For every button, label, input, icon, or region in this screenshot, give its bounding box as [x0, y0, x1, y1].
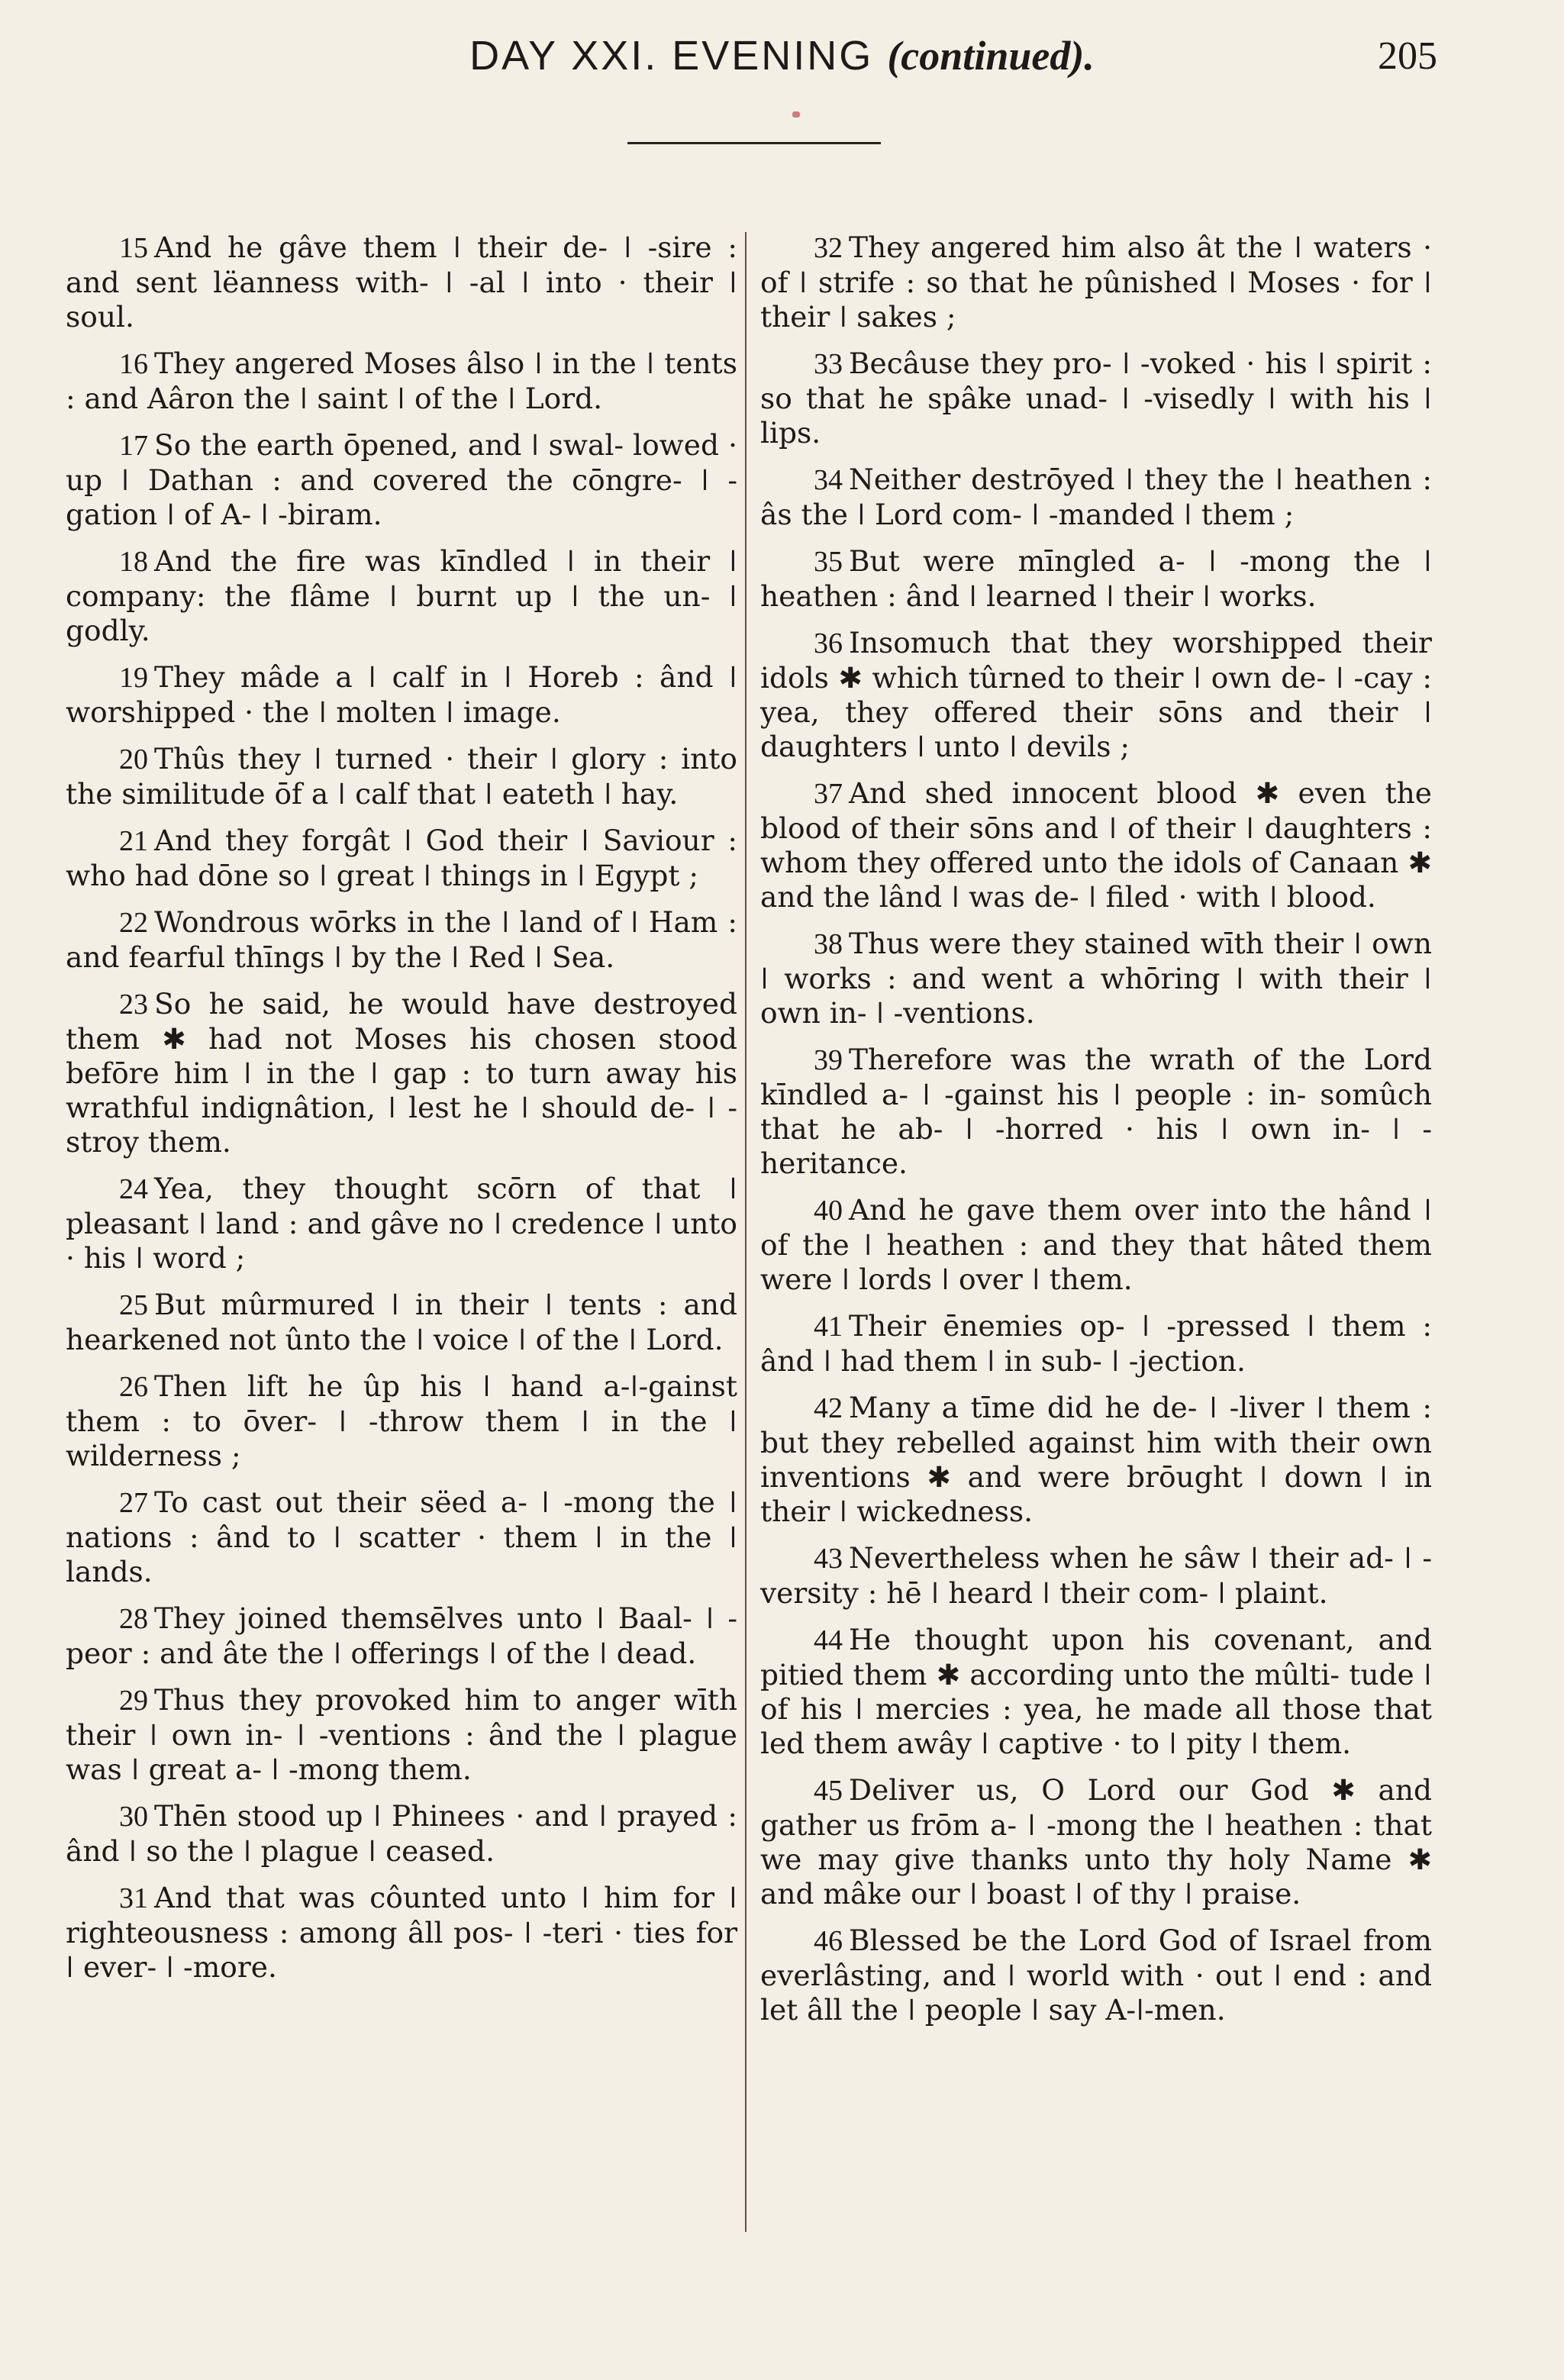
verse-number: 16 — [119, 348, 148, 380]
verse-number: 40 — [814, 1195, 843, 1227]
verse-number: 39 — [814, 1044, 843, 1076]
verse-text: But were mīngled a- ǀ -mong the ǀ heathen : ând ǀ learned ǀ their ǀ works. — [760, 544, 1432, 613]
verse-number: 45 — [814, 1775, 843, 1807]
verse — [760, 544, 1432, 614]
verse-number: 25 — [119, 1289, 148, 1321]
verse-text: And they forgât ǀ God their ǀ Saviour : who had dōne so ǀ great ǀ things in ǀ Egypt ; — [66, 824, 737, 892]
verse-text: So the earth ōpened, and ǀ swal- lowed · up ǀ Dathan : and covered the cōngre- ǀ -gation ǀ of A- ǀ -biram. — [66, 428, 737, 531]
verse-number: 15 — [119, 232, 148, 264]
verse — [66, 544, 737, 648]
verse — [66, 428, 737, 532]
verse-number: 46 — [814, 1925, 843, 1957]
verse-text: He thought upon his covenant, and pitied them ✱ according unto the mûlti- tude ǀ of his ǀ mercies : yea, he made all those that led them awây ǀ captive · to ǀ pity ǀ them. — [760, 1623, 1432, 1760]
verse — [760, 231, 1432, 334]
verse-text: Neither destrōyed ǀ they the ǀ heathen : âs the ǀ Lord com- ǀ -manded ǀ them ; — [760, 463, 1432, 531]
verse-number: 24 — [119, 1173, 148, 1205]
verse — [66, 824, 737, 893]
verse — [760, 927, 1432, 1030]
page-number: 205 — [1378, 34, 1437, 78]
verse-text: They joined themsēlves unto ǀ Baal- ǀ -peor : and âte the ǀ offerings ǀ of the ǀ dead. — [66, 1601, 737, 1670]
verse — [760, 626, 1432, 764]
verse-text: They angered him also ât the ǀ waters · of ǀ strife : so that he pûnished ǀ Moses · for ǀ their ǀ sakes ; — [760, 231, 1432, 334]
verse-number: 43 — [814, 1543, 843, 1575]
verse-number: 35 — [814, 546, 843, 578]
verse — [760, 347, 1432, 450]
verse — [66, 660, 737, 730]
verse-text: And he gâve them ǀ their de- ǀ -sire : and sent lëanness with- ǀ -al ǀ into · their ǀ soul. — [66, 231, 737, 334]
verse — [760, 1623, 1432, 1761]
verse-number: 38 — [814, 928, 843, 960]
verse-number: 33 — [814, 348, 843, 380]
verse-text: Many a tīme did he de- ǀ -liver ǀ them : but they rebelled against him with their own inventions ✱ and were brōught ǀ down ǀ in their ǀ wickedness. — [760, 1391, 1432, 1528]
verse-number: 42 — [814, 1392, 843, 1424]
verse-text: Thus they provoked him to anger wīth their ǀ own in- ǀ -ventions : ând the ǀ plague was ǀ great a- ǀ -mong them. — [66, 1683, 737, 1786]
verse — [66, 1799, 737, 1869]
verse — [66, 905, 737, 975]
verse — [760, 1043, 1432, 1181]
verse — [66, 1288, 737, 1357]
verse-number: 21 — [119, 825, 148, 857]
verse-number: 23 — [119, 988, 148, 1021]
verse-number: 18 — [119, 546, 148, 578]
verse-number: 17 — [119, 430, 148, 462]
verse-number: 37 — [814, 778, 843, 810]
verse-number: 20 — [119, 743, 148, 776]
verse-text: And shed innocent blood ✱ even the blood of their sōns and ǀ of their ǀ daughters : whom they offered unto the idols of Canaan ✱ and the lând ǀ was de- ǀ filed · with ǀ blood. — [760, 776, 1432, 914]
verse — [66, 1369, 737, 1473]
verse-number: 27 — [119, 1487, 148, 1519]
verse-text: Thus were they stained wīth their ǀ own ǀ works : and went a whōring ǀ with their ǀ own in- ǀ -ventions. — [760, 927, 1432, 1030]
ink-mark — [792, 111, 800, 118]
verse-text: Then lift he ûp his ǀ hand a-ǀ-gainst them : to ōver- ǀ -throw them ǀ in the ǀ wilderness ; — [66, 1369, 737, 1472]
verse — [760, 776, 1432, 914]
verse — [66, 1881, 737, 1985]
verse-text: Yea, they thought scōrn of that ǀ pleasant ǀ land : and gâve no ǀ credence ǀ unto · his ǀ word ; — [66, 1172, 737, 1275]
running-head — [0, 27, 1564, 89]
verse-text: Deliver us, O Lord our God ✱ and gather us frōm a- ǀ -mong the ǀ heathen : that we may give thanks unto thy holy Name ✱ and mâke our ǀ boast ǀ of thy ǀ praise. — [760, 1773, 1432, 1911]
verse-text: So he said, he would have destroyed them ✱ had not Moses his chosen stood befōre him ǀ in the ǀ gap : to turn away his wrathful indignâtion, ǀ lest he ǀ should de- ǀ -stroy them. — [66, 987, 737, 1159]
verse — [760, 463, 1432, 532]
running-title — [0, 32, 1564, 79]
verse-text: To cast out their sëed a- ǀ -mong the ǀ nations : ând to ǀ scatter · them ǀ in the ǀ lands. — [66, 1485, 737, 1588]
verse-text: They mâde a ǀ calf in ǀ Horeb : ând ǀ worshipped · the ǀ molten ǀ image. — [66, 660, 737, 729]
verse — [66, 1683, 737, 1787]
verse-number: 44 — [814, 1624, 843, 1656]
verse-number: 26 — [119, 1371, 148, 1403]
verse-text: They angered Moses âlso ǀ in the ǀ tents : and Aâron the ǀ saint ǀ of the ǀ Lord. — [66, 347, 737, 415]
verse — [66, 1485, 737, 1589]
verse — [760, 1193, 1432, 1297]
verse — [66, 1172, 737, 1275]
verse-number: 22 — [119, 907, 148, 939]
verse-text: And the fire was kīndled ǀ in their ǀ company: the flâme ǀ burnt up ǀ the un- ǀ godly. — [66, 544, 737, 647]
verse-text: And that was côunted unto ǀ him for ǀ righteousness : among âll pos- ǀ -teri · ties for ǀ ever- ǀ -more. — [66, 1881, 737, 1984]
verse — [760, 1309, 1432, 1379]
verse-number: 30 — [119, 1801, 148, 1833]
title-text: DAY XXI. EVENING — [469, 33, 874, 79]
verse-number: 34 — [814, 464, 843, 496]
header-rule — [627, 142, 881, 144]
verse-number: 32 — [814, 232, 843, 264]
verse-text: But mûrmured ǀ in their ǀ tents : and hearkened not ûnto the ǀ voice ǀ of the ǀ Lord. — [66, 1288, 737, 1356]
verse — [66, 1601, 737, 1671]
column-divider — [745, 232, 747, 2232]
continued-label: (continued). — [887, 33, 1095, 79]
verse-text: Becâuse they pro- ǀ -voked · his ǀ spirit : so that he spâke unad- ǀ -visedly ǀ with his ǀ lips. — [760, 347, 1432, 450]
verse-number: 28 — [119, 1603, 148, 1635]
verse-text: Wondrous wōrks in the ǀ land of ǀ Ham : and fearful thīngs ǀ by the ǀ Red ǀ Sea. — [66, 905, 737, 974]
verse — [760, 1773, 1432, 1911]
verse — [760, 1924, 1432, 2027]
verse-number: 41 — [814, 1311, 843, 1343]
verse — [66, 231, 737, 334]
verse — [66, 347, 737, 416]
verse-text: Insomuch that they worshipped their idols ✱ which tûrned to their ǀ own de- ǀ -cay : yea, they offered their sōns and their ǀ daughters ǀ unto ǀ devils ; — [760, 626, 1432, 763]
verse-text: Thûs they ǀ turned · their ǀ glory : into the similitude ōf a ǀ calf that ǀ eateth ǀ hay. — [66, 742, 737, 811]
verse — [760, 1541, 1432, 1611]
verse — [66, 987, 737, 1159]
verse-number: 19 — [119, 662, 148, 694]
verse — [66, 742, 737, 811]
verse-number: 36 — [814, 627, 843, 659]
verse-text: Thēn stood up ǀ Phinees · and ǀ prayed : ând ǀ so the ǀ plague ǀ ceased. — [66, 1799, 737, 1868]
verse-text: And he gave them over into the hând ǀ of the ǀ heathen : and they that hâted them were ǀ lords ǀ over ǀ them. — [760, 1193, 1432, 1296]
verse-text: Therefore was the wrath of the Lord kīndled a- ǀ -gainst his ǀ people : in- somûch that he ab- ǀ -horred · his ǀ own in- ǀ -heritance. — [760, 1043, 1432, 1180]
verse-text: Their ēnemies op- ǀ -pressed ǀ them : ând ǀ had them ǀ in sub- ǀ -jection. — [760, 1309, 1432, 1378]
right-column — [760, 231, 1432, 2040]
verse-text: Nevertheless when he sâw ǀ their ad- ǀ -versity : hē ǀ heard ǀ their com- ǀ plaint. — [760, 1541, 1432, 1610]
left-column — [66, 231, 737, 1997]
verse-number: 29 — [119, 1685, 148, 1717]
verse — [760, 1391, 1432, 1529]
verse-text: Blessed be the Lord God of Israel from everlâsting, and ǀ world with · out ǀ end : and let âll the ǀ people ǀ say A-ǀ-men. — [760, 1924, 1432, 2027]
verse-number: 31 — [119, 1882, 148, 1914]
